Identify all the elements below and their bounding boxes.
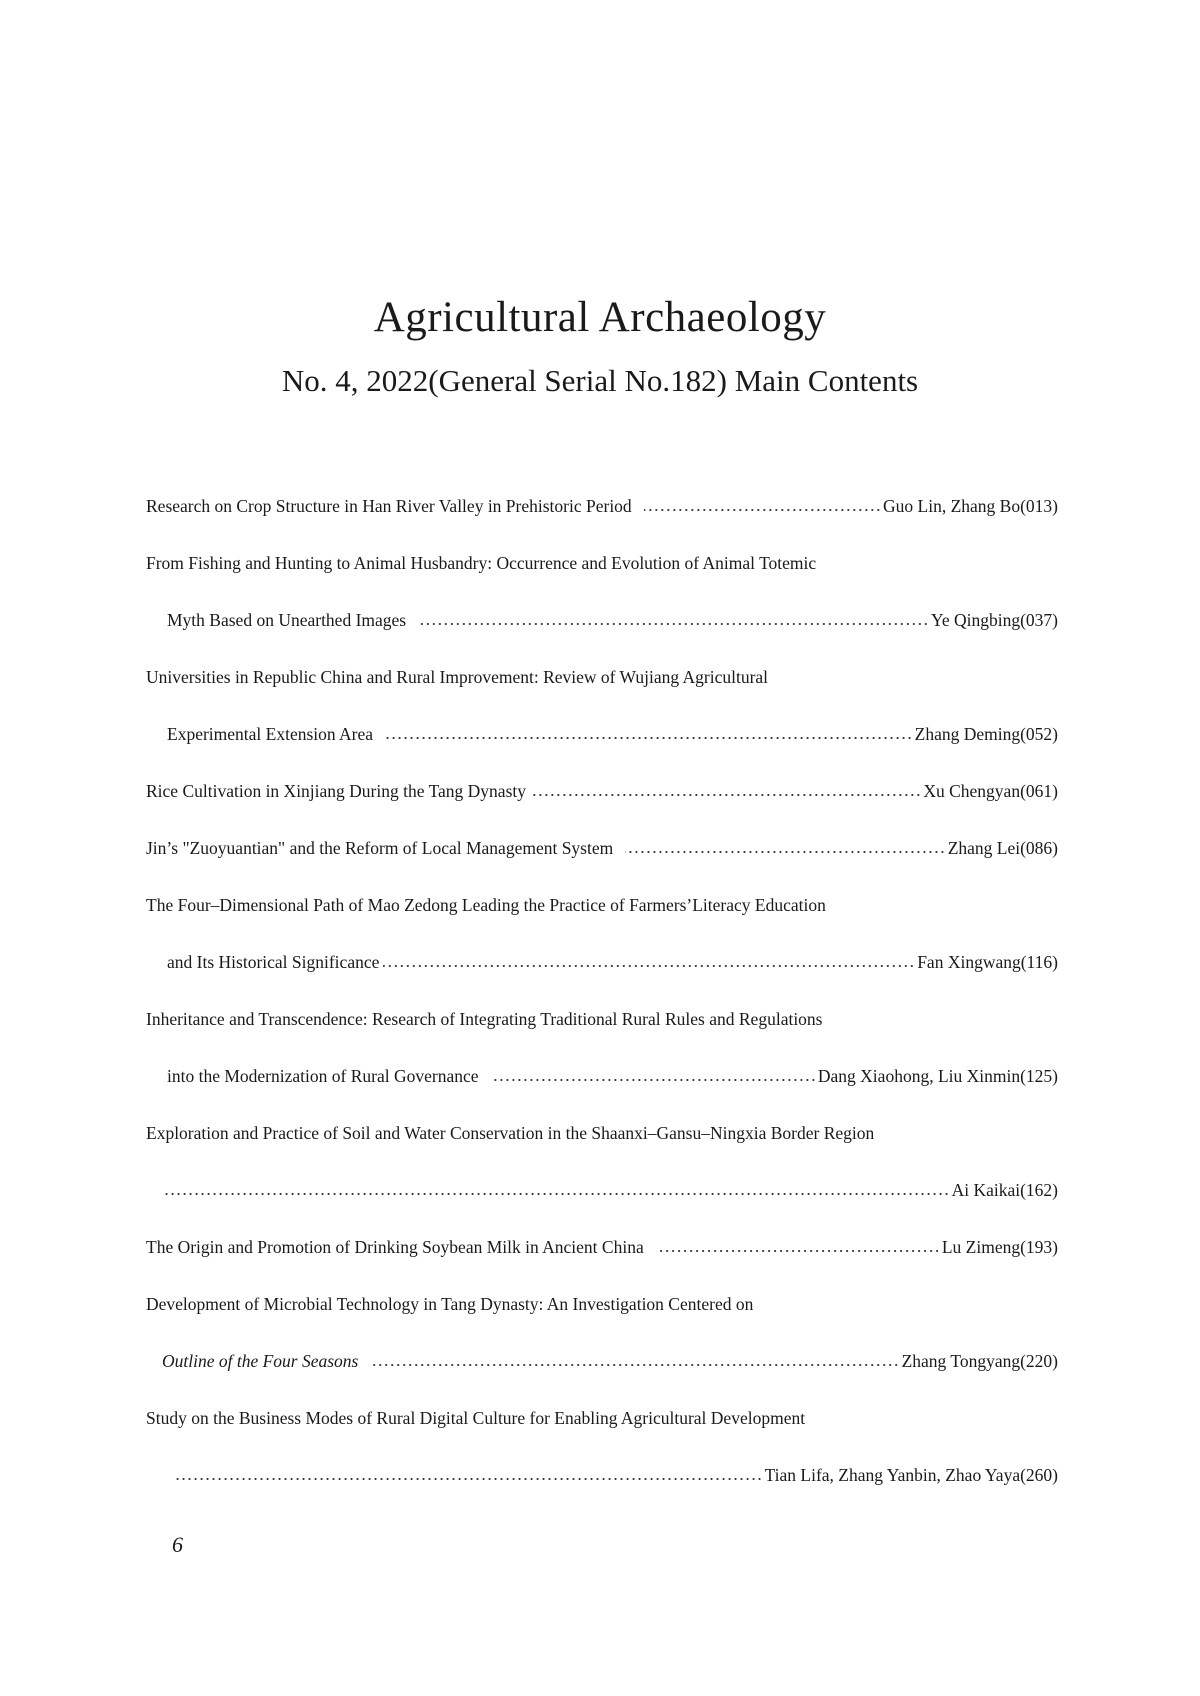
entry-title-continued: Experimental Extension Area [167, 724, 374, 744]
entry-title: Research on Crop Structure in Han River Valley in Prehistoric Period [146, 496, 632, 516]
leader-dots [174, 1477, 763, 1481]
entry-title: Development of Microbial Technology in Tang Dynasty: An Investigation Centered on [146, 1294, 754, 1314]
toc-entry[interactable] [146, 478, 1058, 535]
toc-entry[interactable] [146, 1219, 1058, 1276]
leader-dots [656, 1249, 940, 1253]
toc-entry[interactable] [146, 706, 1058, 763]
toc-entry-title-line[interactable] [146, 991, 1058, 1048]
entry-author-page: Zhang Tongyang(220) [901, 1351, 1058, 1371]
leader-dots [625, 850, 945, 854]
leader-dots [530, 793, 921, 797]
entry-title-continued: Myth Based on Unearthed Images [167, 610, 407, 630]
toc-entry-title-line[interactable] [146, 1390, 1058, 1447]
toc-entry-title-line[interactable] [146, 1276, 1058, 1333]
entry-title: From Fishing and Hunting to Animal Husbandry: Occurrence and Evolution of Animal Totemic [146, 553, 817, 573]
entry-author-page: Lu Zimeng(193) [941, 1237, 1058, 1257]
toc-entry[interactable] [146, 1447, 1058, 1504]
entry-author-page: Zhang Deming(052) [914, 724, 1058, 744]
toc-entry-title-line[interactable] [146, 649, 1058, 706]
entry-title-continued: and Its Historical Significance [167, 952, 380, 972]
toc-entry-title-line[interactable] [146, 535, 1058, 592]
entry-title-continued: Outline of the Four Seasons [162, 1351, 359, 1371]
toc-entry[interactable] [146, 1333, 1058, 1390]
toc-entry[interactable] [146, 1048, 1058, 1105]
toc-entry[interactable] [146, 592, 1058, 649]
entry-author-page: Tian Lifa, Zhang Yanbin, Zhao Yaya(260) [764, 1465, 1058, 1485]
entry-title: Jin’s "Zuoyuantian" and the Reform of Local Management System [146, 838, 614, 858]
entry-author-page: Ai Kaikai(162) [951, 1180, 1058, 1200]
entry-title: Exploration and Practice of Soil and Water Conservation in the Shaanxi–Gansu–Ningxia Border Region [146, 1123, 875, 1143]
leader-dots [418, 622, 929, 626]
entry-author-page: Ye Qingbing(037) [930, 610, 1058, 630]
table-of-contents [146, 478, 1058, 1504]
leader-dots [491, 1078, 816, 1082]
issue-line: No. 4, 2022(General Serial No.182) Main Contents [281, 363, 919, 398]
entry-title: The Four–Dimensional Path of Mao Zedong Leading the Practice of Farmers’Literacy Education [146, 895, 826, 915]
toc-entry[interactable] [146, 763, 1058, 820]
entry-title: The Origin and Promotion of Drinking Soybean Milk in Ancient China [146, 1237, 644, 1257]
toc-entry-title-line[interactable] [146, 877, 1058, 934]
journal-title: Agricultural Archaeology [373, 294, 827, 341]
entry-author-page: Guo Lin, Zhang Bo(013) [883, 496, 1058, 516]
leader-dots [370, 1363, 899, 1367]
entry-title: Inheritance and Transcendence: Research of Integrating Traditional Rural Rules and Regulations [146, 1009, 823, 1029]
entry-author-page: Dang Xiaohong, Liu Xinmin(125) [817, 1066, 1058, 1086]
leader-dots [383, 964, 915, 968]
leader-dots [644, 508, 881, 512]
toc-entry[interactable] [146, 820, 1058, 877]
entry-author-page: Zhang Lei(086) [947, 838, 1058, 858]
entry-title: Universities in Republic China and Rural Improvement: Review of Wujiang Agricultural [146, 667, 769, 687]
entry-title: Study on the Business Modes of Rural Digital Culture for Enabling Agricultural Development [146, 1408, 806, 1428]
entry-title-continued: into the Modernization of Rural Governance [167, 1066, 479, 1086]
entry-author-page: Xu Chengyan(061) [923, 781, 1058, 801]
leader-dots [385, 736, 913, 740]
toc-entry[interactable] [146, 1162, 1058, 1219]
leader-dots [162, 1192, 950, 1196]
toc-entry[interactable] [146, 934, 1058, 991]
page-header [0, 296, 1200, 396]
page-number: 6 [172, 1532, 183, 1557]
entry-author-page: Fan Xingwang(116) [917, 952, 1058, 972]
toc-entry-title-line[interactable] [146, 1105, 1058, 1162]
entry-title: Rice Cultivation in Xinjiang During the Tang Dynasty [146, 781, 527, 801]
